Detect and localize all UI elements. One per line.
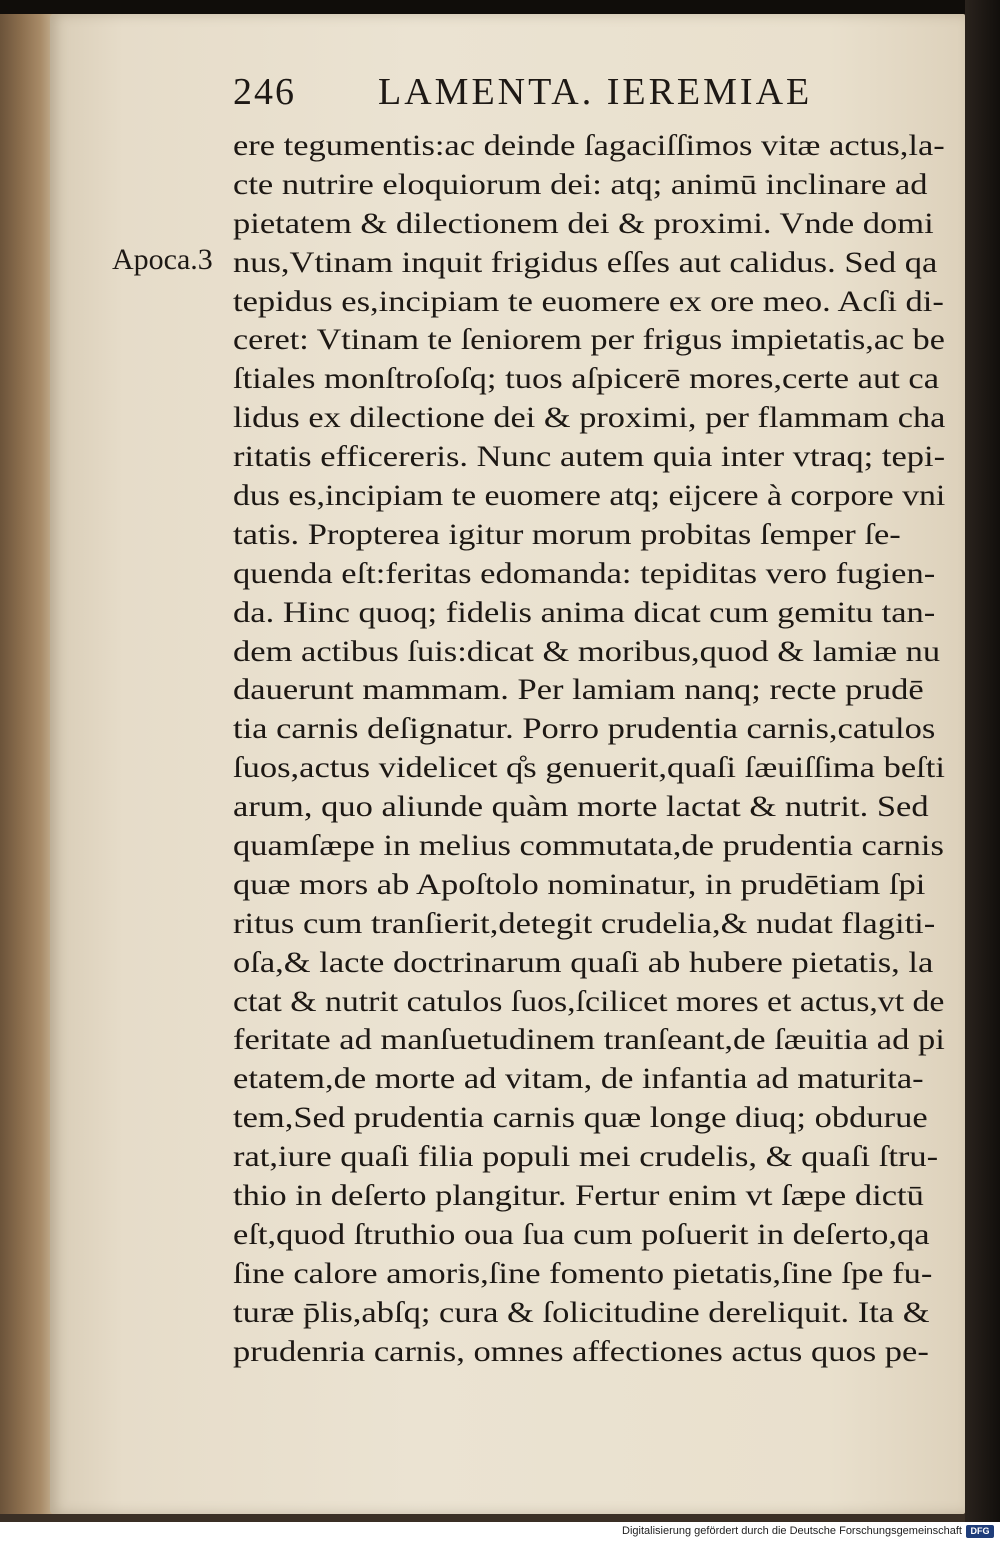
text-line: cte nutrire eloquiorum dei: atq; animū inclinare ad xyxy=(233,167,928,201)
text-line: feritate ad manſuetudinem tranſeant,de ſæuitia ad pi xyxy=(233,1023,945,1057)
text-line: ſine calore amoris,ſine fomento pietatis,ſine ſpe fu- xyxy=(233,1256,933,1290)
text-line: lidus ex dilectione dei & proximi, per flammam cha xyxy=(233,401,946,435)
text-line: oſa,& lacte doctrinarum quaſi ab hubere pietatis, la xyxy=(233,945,934,979)
footer-credit: Digitalisierung gefördert durch die Deutsche Forschungsgemeinschaft xyxy=(622,1525,962,1537)
text-line: ſuos,actus videlicet q̊s genuerit,quaſi ſæuiſſima beſti xyxy=(233,751,945,785)
text-line: ritus cum tranſierit,detegit crudelia,& nudat flagiti- xyxy=(233,906,936,940)
dfg-logo: DFG xyxy=(966,1525,994,1538)
text-line: dauerunt mammam. Per lamiam nanq; recte prudē xyxy=(233,673,924,707)
text-line: da. Hinc quoq; fidelis anima dicat cum gemitu tan- xyxy=(233,595,936,629)
text-line: dus es,incipiam te euomere atq; eijcere à corpore vni xyxy=(233,479,946,513)
text-line: quamſæpe in melius commutata,de prudentia carnis xyxy=(233,829,944,863)
marginal-note: Apoca.3 xyxy=(112,243,213,276)
text-line: tepidus es,incipiam te euomere ex ore meo. Acſi di- xyxy=(233,284,944,318)
text-line: eſt,quod ſtruthio oua ſua cum poſuerit in deſerto,qa xyxy=(233,1217,930,1251)
text-line: ceret: Vtinam te ſeniorem per frigus impietatis,ac be xyxy=(233,323,945,357)
scan-top-border xyxy=(0,0,1000,14)
text-line: prudenria carnis, omnes affectiones actus quos pe- xyxy=(233,1334,929,1368)
text-line: quenda eſt:feritas edomanda: tepiditas vero fugien- xyxy=(233,556,936,590)
text-line: tem,Sed prudentia carnis quæ longe diuq; obdurue xyxy=(233,1101,928,1135)
text-line: dem actibus ſuis:dicat & moribus,quod & lamiæ nu xyxy=(233,634,941,668)
text-line: rat,iure quaſi filia populi mei crudelis, & quaſi ſtru- xyxy=(233,1140,939,1174)
text-line: ctat & nutrit catulos ſuos,ſcilicet mores et actus,vt de xyxy=(233,984,945,1018)
text-line: thio in deſerto plangitur. Fertur enim vt ſæpe dictū xyxy=(233,1179,924,1213)
footer-bar xyxy=(0,1522,1000,1541)
text-line: tatis. Propterea igitur morum probitas ſemper ſe- xyxy=(233,517,901,551)
text-line: etatem,de morte ad vitam, de infantia ad maturita- xyxy=(233,1062,924,1096)
text-line: ere tegumentis:ac deinde ſagaciſſimos vitæ actus,la- xyxy=(233,129,945,162)
text-line: tia carnis deſignatur. Porro prudentia carnis,catulos xyxy=(233,712,936,746)
text-line: quæ mors ab Apoſtolo nominatur, in prudētiam ſpi xyxy=(233,867,926,901)
running-header xyxy=(233,70,843,120)
text-line: pietatem & dilectionem dei & proximi. Vnde domi xyxy=(233,206,934,240)
text-line: nus,Vtinam inquit frigidus eſſes aut calidus. Sed qa xyxy=(233,245,938,279)
running-title: LAMENTA. IEREMIAE xyxy=(378,71,813,113)
body-text xyxy=(233,127,945,1372)
page-number: 246 xyxy=(233,71,296,113)
text-line: arum, quo aliunde quàm morte lactat & nutrit. Sed xyxy=(233,790,929,824)
text-line: turæ p̄lis,abſq; cura & ſolicitudine dereliquit. Ita & xyxy=(233,1295,930,1329)
text-line: ritatis efficereris. Nunc autem quia inter vtraq; tepi- xyxy=(233,440,946,474)
text-line: ſtiales monſtroſoſq; tuos aſpicerē mores,certe aut ca xyxy=(233,362,940,396)
